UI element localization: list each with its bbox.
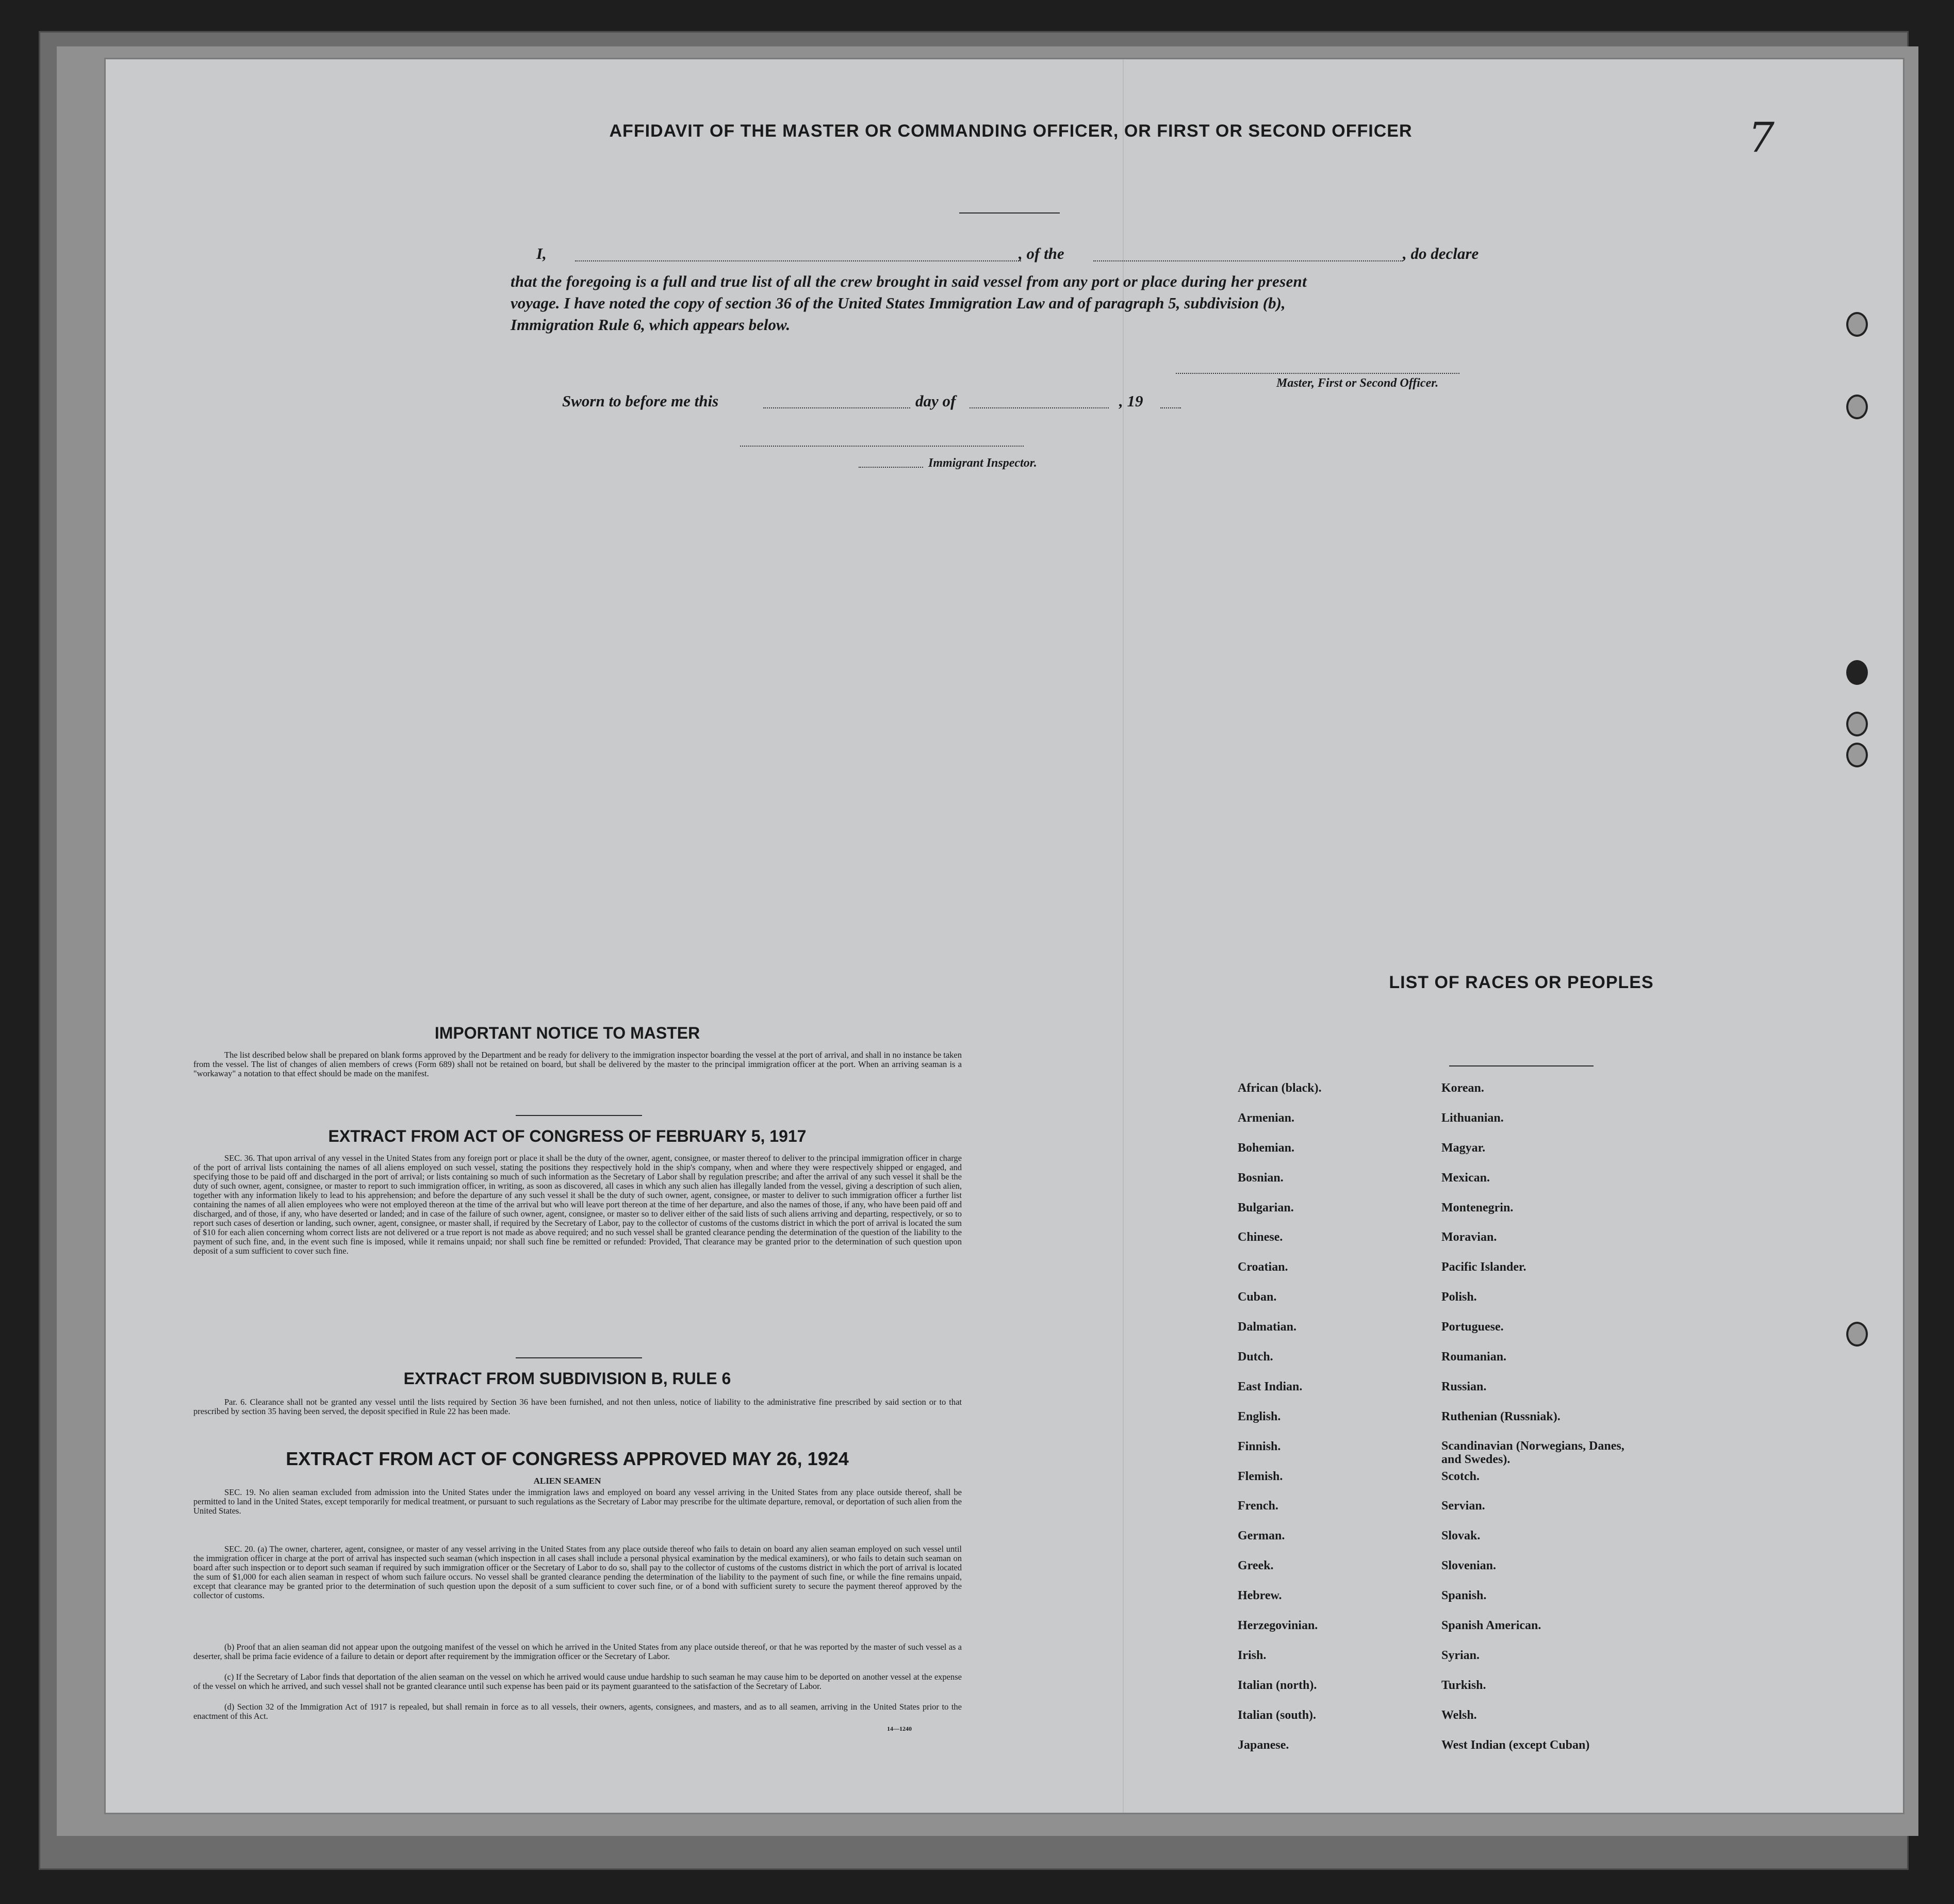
- race-item: Roumanian.: [1441, 1350, 1507, 1364]
- race-item: Spanish American.: [1441, 1619, 1541, 1633]
- extract-rule6-text: Par. 6. Clearance shall not be granted any vessel until the lists required by Section 36 have been furnished, and not then unless, notice of liability to the administrative fine prescribed by said section or to that prescribed by section 35 having been served, the deposit specified in Rule 22 has been made.: [193, 1397, 962, 1416]
- race-item: Korean.: [1441, 1081, 1484, 1095]
- race-item: [1441, 1439, 1627, 1469]
- binder-hole: [1846, 660, 1868, 685]
- sworn-month-blank: [970, 407, 1109, 408]
- race-item: Japanese.: [1238, 1738, 1289, 1752]
- form-number: 14—1240: [887, 1725, 912, 1732]
- inspector-short-line: [859, 467, 923, 468]
- races-right-column: [1441, 1081, 1627, 1767]
- race-item: Bulgarian.: [1238, 1201, 1294, 1214]
- inspector-signature-line: [740, 446, 1024, 447]
- affidavit-line-3: voyage. I have noted the copy of section 36 of the United States Immigration Law and of paragraph 5, subdivision (b),: [511, 294, 1286, 312]
- master-signature-line: [1176, 372, 1459, 374]
- race-item: Italian (north).: [1238, 1678, 1317, 1692]
- race-item: Spanish.: [1441, 1589, 1487, 1603]
- race-item: Scotch.: [1441, 1469, 1480, 1483]
- binder-hole: [1846, 395, 1868, 419]
- race-item: Flemish.: [1238, 1469, 1283, 1483]
- race-item: Cuban.: [1238, 1290, 1277, 1304]
- title-rule: [959, 212, 1060, 214]
- race-item: African (black).: [1238, 1081, 1322, 1095]
- alien-seamen-subtitle: ALIEN SEAMEN: [533, 1476, 601, 1486]
- affidavit-i: I,: [536, 244, 547, 262]
- race-item: Hebrew.: [1238, 1589, 1282, 1603]
- race-item: Moravian.: [1441, 1230, 1497, 1244]
- race-item: Pacific Islander.: [1441, 1260, 1526, 1274]
- year-blank: [1160, 407, 1181, 408]
- binder-hole: [1846, 312, 1868, 337]
- race-item: East Indian.: [1238, 1380, 1303, 1393]
- race-item: French.: [1238, 1499, 1278, 1513]
- race-item: Welsh.: [1441, 1708, 1477, 1722]
- affidavit-declare: , do declare: [1403, 244, 1479, 262]
- binder-hole: [1846, 743, 1868, 767]
- affidavit-line-2: that the foregoing is a full and true list of all the crew brought in said vessel from any port or place during her present: [511, 272, 1307, 290]
- race-item: Servian.: [1441, 1499, 1485, 1513]
- notice-rule: [516, 1115, 642, 1116]
- sworn-text: Sworn to before me this: [562, 392, 719, 410]
- sworn-day-blank: [763, 407, 910, 408]
- notice-text: The list described below shall be prepared on blank forms approved by the Department and be ready for delivery to the immigration inspector boarding the vessel at the port of arrival, and shall in no instance be taken from the vessel. The list of changes of alien members of crews (Form 689) shall not be retained on board, but shall be delivered by the master to the principal immigration officer at the port. When an arriving seaman is a "workaway" a notation to that effect should be made on the manifest.: [193, 1050, 962, 1078]
- handwritten-mark: 7: [1748, 113, 1775, 161]
- race-item: Italian (south).: [1238, 1708, 1317, 1722]
- affidavit-line-4: Immigration Rule 6, which appears below.: [511, 316, 791, 334]
- inspector-label: Immigrant Inspector.: [928, 456, 1037, 470]
- race-item: Polish.: [1441, 1290, 1477, 1304]
- race-item: Slovak.: [1441, 1529, 1481, 1543]
- race-item: Bosnian.: [1238, 1171, 1284, 1185]
- name-blank: [575, 260, 1021, 261]
- race-item: Greek.: [1238, 1559, 1274, 1573]
- day-of-text: day of: [915, 392, 956, 410]
- race-item: Montenegrin.: [1441, 1201, 1514, 1214]
- master-signature-label: Master, First or Second Officer.: [1276, 376, 1439, 390]
- race-item: Dutch.: [1238, 1350, 1273, 1364]
- races-rule: [1449, 1065, 1594, 1066]
- extract-1917-text: SEC. 36. That upon arrival of any vessel in the United States from any foreign port or place it shall be the duty of the owner, agent, consignee, or master thereof to deliver to the principal immigration officer in charge of the port of arrival lists containing the names of all aliens employed on such vessel, stating the positions they respectively hold in the ship's company, when and where they were respectively shipped or engaged, and specifying those to be paid off and discharged in the port of arrival; or lists containing so much of such information as the Secretary of Labor shall by regulation prescribe; and after the arrival of any such vessel it shall be the duty of such owner, agent, consignee, or master to report to such immigration officer, in writing, as soon as discovered, all cases in which any such alien has illegally landed from the vessel, giving a description of such alien, together with any information likely to lead to his apprehension; and before the departure of any such vessel it shall be the duty of such owner, agent, consignee, or master to deliver to such immigration officer a further list containing the names of all alien employees who were not employed thereon at the time of the arrival but who will leave port thereon at the time of her departure, and also the names of those, if any, who have been paid off and discharged, and of those, if any, who have deserted or landed; and in case of the failure of such owner, agent, consignee, or master so to deliver either of the said lists of such aliens arriving and departing, respectively, or so to report such cases of desertion or landing, such owner, agent, consignee, or master shall, if required by the Secretary of Labor, pay to the collector of customs of the customs district in which the port of arrival is located the sum of $10 for each alien concerning whom correct lists are not delivered or a true report is not made as above required; and no such vessel shall be granted clearance pending the determination of the question of the liability to the payment of such fine, and, in the event such fine is imposed, while it remains unpaid; nor shall such fine be remitted or refunded: Provided, That clearance may be granted prior to the determination of such question upon deposit of a sum sufficient to cover such fine.: [193, 1153, 962, 1256]
- extract-1924-title: EXTRACT FROM ACT OF CONGRESS APPROVED MAY 26, 1924: [286, 1448, 849, 1469]
- race-item: Syrian.: [1441, 1648, 1480, 1662]
- race-item: Slovenian.: [1441, 1559, 1497, 1573]
- extract-1924-sec20c: (c) If the Secretary of Labor finds that deportation of the alien seaman on the vessel on which he arrived would cause undue hardship to such seaman he may cause him to be deported on another vessel at the expense of the vessel on which he arrived, and such vessel shall not be granted clearance until such expense has been paid or its payment guaranteed to the satisfaction of the Secretary of Labor.: [193, 1672, 962, 1691]
- race-item: Magyar.: [1441, 1141, 1486, 1155]
- race-item: Bohemian.: [1238, 1141, 1295, 1155]
- races-title: LIST OF RACES OR PEOPLES: [1389, 973, 1654, 992]
- race-item: Russian.: [1441, 1380, 1487, 1393]
- page-fold: [1123, 59, 1124, 1813]
- extract-1917-rule: [516, 1357, 642, 1358]
- race-item: Chinese.: [1238, 1230, 1283, 1244]
- extract-1924-sec20b: (b) Proof that an alien seaman did not appear upon the outgoing manifest of the vessel on which he arrived in the United States from any place outside thereof, or that he was reported by the master of such vessel as a deserter, shall be prima facie evidence of a failure to detain or deport after requirement by the immigration officer or the Secretary of Labor.: [193, 1642, 962, 1661]
- races-left-column: [1238, 1081, 1322, 1767]
- race-item: Finnish.: [1238, 1439, 1281, 1453]
- affidavit-title: AFFIDAVIT OF THE MASTER OR COMMANDING OFFICER, OR FIRST OR SECOND OFFICER: [609, 121, 1413, 141]
- race-item: Dalmatian.: [1238, 1320, 1296, 1334]
- race-item: Armenian.: [1238, 1111, 1294, 1125]
- extract-1917-title: EXTRACT FROM ACT OF CONGRESS OF FEBRUARY 5, 1917: [328, 1127, 807, 1145]
- race-item: Lithuanian.: [1441, 1111, 1504, 1125]
- affidavit-of-the: , of the: [1019, 244, 1064, 262]
- binder-hole: [1846, 712, 1868, 736]
- race-item: Croatian.: [1238, 1260, 1288, 1274]
- race-item: Ruthenian (Russniak).: [1441, 1409, 1561, 1423]
- race-item: Turkish.: [1441, 1678, 1486, 1692]
- extract-rule6-title: EXTRACT FROM SUBDIVISION B, RULE 6: [403, 1369, 731, 1388]
- vessel-blank: [1093, 260, 1403, 261]
- race-item: German.: [1238, 1529, 1285, 1543]
- race-item: Mexican.: [1441, 1171, 1490, 1185]
- extract-1924-sec20a: SEC. 20. (a) The owner, charterer, agent, consignee, or master of any vessel arriving in the United States from any place outside thereof who fails to detain on board any alien seaman employed on such vessel until the immigration officer in charge at the port of arrival has inspected such seaman (which inspection in all cases shall include a personal physical examination by the medical examiners), or who fails to detain such seaman on board after such inspection or to deport such seaman if required by such immigration officer or the Secretary of Labor to do so, shall pay to the collector of customs of the customs district in which the port of arrival is located the sum of $1,000 for each alien seaman in respect of whom such failure occurs. No vessel shall be granted clearance pending the determination of the liability to the payment of such fine, or while the fine remains unpaid, except that clearance may be granted prior to the determination of such question upon the deposit of a sum sufficient to cover such fine, or of a bond with sufficient surety to secure the payment thereof approved by the collector of customs.: [193, 1544, 962, 1600]
- race-item: English.: [1238, 1409, 1281, 1423]
- race-item: Irish.: [1238, 1648, 1267, 1662]
- race-item: West Indian (except Cuban): [1441, 1738, 1590, 1752]
- race-item: Portuguese.: [1441, 1320, 1504, 1334]
- race-item-label: Scandinavian (Norwegians, Danes, and Swedes).: [1441, 1439, 1624, 1466]
- binder-hole: [1846, 1322, 1868, 1347]
- extract-1924-sec19: SEC. 19. No alien seaman excluded from admission into the United States under the immigration laws and employed on board any vessel arriving in the United States from any place outside thereof, shall be permitted to land in the United States, except temporarily for medical treatment, or pursuant to such regulations as the Secretary of Labor may prescribe for the ultimate departure, removal, or deportation of such alien from the United States.: [193, 1487, 962, 1516]
- extract-1924-sec20d: (d) Section 32 of the Immigration Act of 1917 is repealed, but shall remain in force as to all vessels, their owners, agents, consignees, and masters, and as to all seamen, arriving in the United States prior to the enactment of this Act.: [193, 1702, 962, 1721]
- year-text: , 19: [1119, 392, 1143, 410]
- race-item: Herzegovinian.: [1238, 1619, 1318, 1633]
- notice-title: IMPORTANT NOTICE TO MASTER: [434, 1024, 700, 1042]
